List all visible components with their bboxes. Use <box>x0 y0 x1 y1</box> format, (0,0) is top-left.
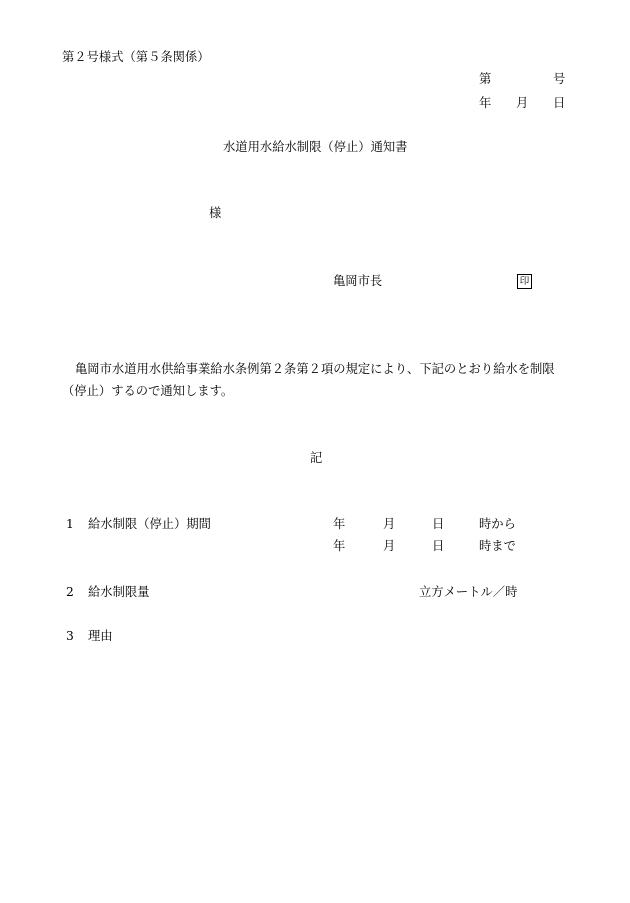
document-title: 水道用水給水制限（停止）通知書 <box>223 140 408 154</box>
seal-stamp: 印 <box>517 274 532 289</box>
addressee-honorific: 様 <box>209 206 222 220</box>
period-from-day: 日 <box>432 517 445 531</box>
doc-number-prefix: 第 <box>479 72 492 86</box>
period-to-month: 月 <box>383 539 396 553</box>
date-year: 年 <box>479 96 492 110</box>
sender-name: 亀岡市長 <box>333 274 383 288</box>
period-from-month: 月 <box>383 517 396 531</box>
item-label-reason: 理由 <box>88 629 113 643</box>
ki-heading: 記 <box>310 451 323 465</box>
doc-number-suffix: 号 <box>553 72 566 86</box>
amount-unit: 立方メートル／時 <box>419 585 518 599</box>
period-to-year: 年 <box>333 539 346 553</box>
period-from-year: 年 <box>333 517 346 531</box>
date-month: 月 <box>516 96 529 110</box>
period-from-suffix: 時から <box>479 517 516 531</box>
item-label-amount: 給水制限量 <box>88 585 150 599</box>
item-number: 3 <box>66 629 74 643</box>
item-number: 1 <box>66 517 74 531</box>
period-to-day: 日 <box>432 539 445 553</box>
item-number: 2 <box>66 585 74 599</box>
period-to-suffix: 時まで <box>479 539 516 553</box>
form-reference: 第２号様式（第５条関係） <box>62 50 210 64</box>
body-line-1: 亀岡市水道用水供給事業給水条例第２条第２項の規定により、下記のとおり給水を制限 <box>75 362 555 376</box>
body-line-2: （停止）するので通知します。 <box>62 384 234 398</box>
item-label-period: 給水制限（停止）期間 <box>88 517 211 531</box>
date-day: 日 <box>553 96 566 110</box>
